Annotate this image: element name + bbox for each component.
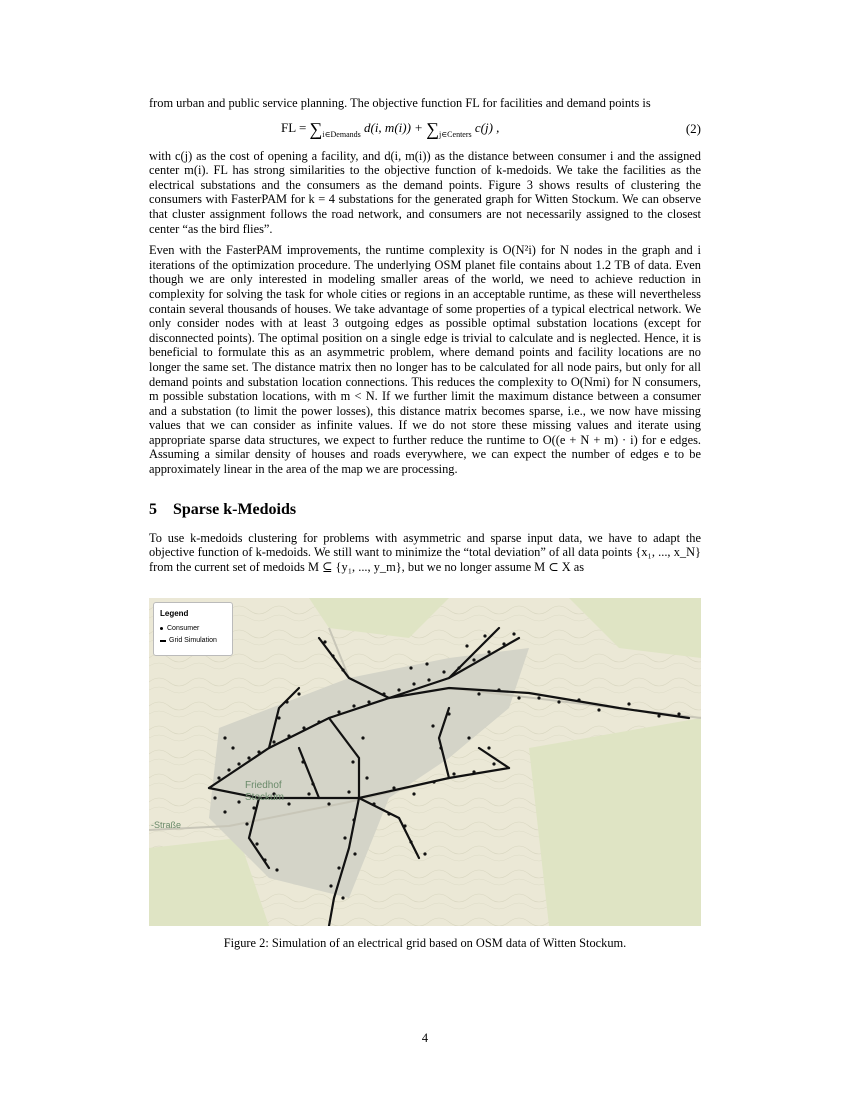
eq-lhs: FL =: [281, 119, 310, 135]
map-label-strasse: -Straße: [151, 820, 182, 831]
equation-number: (2): [685, 120, 701, 136]
equation-2: [149, 115, 701, 145]
section-heading: [149, 501, 701, 519]
eq-term2: c(j) ,: [474, 119, 500, 135]
section-number: 5: [149, 500, 157, 518]
eq-sum2-subscript: j∈Centers: [439, 129, 472, 139]
page-number: 4: [421, 1031, 429, 1045]
paragraph-complexity: Even with the FasterPAM improvements, the runtime complexity is O(N²i) for N nodes in the graph and i iterations of the optimization procedure. The underlying OSM planet file contains about 1.2 TB of data. Even though we are only interested in modeling smaller areas of the world, we need to achieve reduction in complexity for solving the task for whole cities or regions in an acceptable runtime, as these will nevertheless contain several thousands of houses. We take advantage of some properties of a typical electrical network. We only consider nodes with at least 3 outgoing edges as possible optimal substation locations (except for disconnected points). The optimal position on a single edge is trivial to calculate and is neglected. Hence, it is beneficial to formulate this as an asymmetric problem, where demand points and facility locations are no longer the same set. The distance matrix then no longer has to be calculated for all node pairs, but only for all demand points and substation location connections. This reduces the complexity to O(Nmi) for N consumers, m possible substation locations, with m < N. If we further limit the maximum distance between a consumer and a substation (to limit the power losses), this distance matrix becomes sparse, i.e., we now have missing values that we can consider as infinite values. If we do not store these missing values and iterate using appropriate sparse data structures, we expect to further reduce the runtime to O((e + N + m) · i) for e edges. Assuming a similar density of houses and roads everywhere, we can expect the number of edges e to be approximately linear in the area of the map we are processing.: [149, 243, 701, 477]
map-legend: [153, 602, 233, 656]
sum-symbol-1: ∑: [309, 118, 323, 139]
legend-consumer: [160, 625, 199, 632]
grid-line-icon: [160, 640, 166, 642]
map-label-friedhof: Friedhof: [245, 780, 282, 792]
paragraph-sparse-kmedoids: To use k-medoids clustering for problems with asymmetric and sparse input data, we have to adapt the objective function of k-medoids. We still want to minimize the “total deviation” of all data points {x₁, ..., x_N} from the current set of medoids M ⊆ {y₁, ..., y_m}, but we no longer assume M ⊂ X as: [149, 530, 701, 574]
paragraph-fl-description: with c(j) as the cost of opening a facility, and d(i, m(i)) as the distance between consumer i and the assigned center m(i). FL has strong similarities to the objective function of k-medoids. We take the facilities as the electrical substations and the consumers as the demand points. Figure 3 shows results of clustering the consumers with FasterPAM for k = 4 substations for the generated graph for Witten Stockum. We can observe that cluster assignment follows the road network, and consumers are not necessarily assigned to the closest center “as the bird flies”.: [149, 148, 701, 236]
figure-caption: Figure 2: Simulation of an electrical grid based on OSM data of Witten Stockum.: [223, 936, 627, 951]
legend-grid: [160, 637, 217, 644]
paragraph-intro: from urban and public service planning. The objective function FL for facilities and demand points is: [149, 96, 651, 110]
map-label-stockum: Stockum: [245, 792, 284, 804]
equation-body: [281, 119, 499, 140]
eq-sum1-subscript: i∈Demands: [322, 129, 361, 139]
legend-grid-label: Grid Simulation: [169, 637, 217, 645]
page-content: [149, 96, 701, 951]
legend-title: Legend: [160, 609, 189, 619]
sum-symbol-2: ∑: [426, 118, 440, 139]
legend-consumer-label: Consumer: [167, 625, 200, 633]
eq-term1: d(i, m(i)) +: [363, 119, 427, 135]
consumer-dot-icon: [160, 627, 163, 630]
section-title: Sparse k-Medoids: [173, 500, 297, 518]
figure-map: [149, 598, 701, 926]
